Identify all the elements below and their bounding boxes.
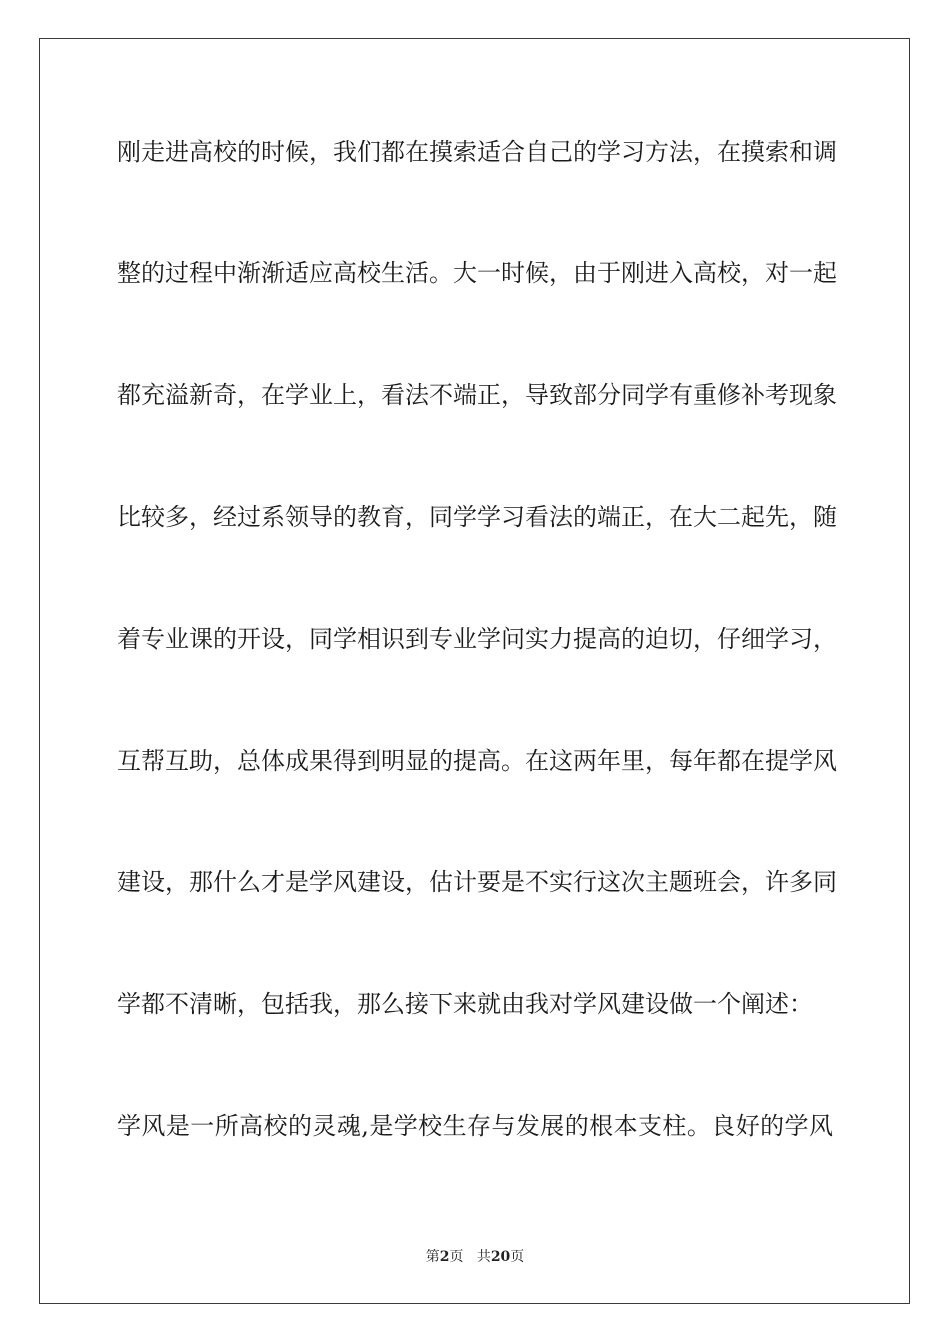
page-suffix: 页 [449, 1249, 464, 1265]
text-line: 比较多，经过系领导的教育，同学学习看法的端正，在大二起先，随 [117, 503, 837, 531]
page-footer [0, 1246, 950, 1266]
total-pages: 20 [490, 1249, 511, 1265]
page-prefix: 第 [425, 1249, 440, 1265]
page-number: 2 [439, 1249, 450, 1265]
text-line: 建设，那什么才是学风建设，估计要是不实行这次主题班会，许多同 [117, 868, 837, 896]
text-line: 着专业课的开设，同学相识到专业学问实力提高的迫切，仔细学习， [117, 625, 837, 653]
total-suffix: 页 [510, 1249, 525, 1265]
text-line: 学都不清晰，包括我，那么接下来就由我对学风建设做一个阐述： [117, 990, 813, 1018]
text-line: 互帮互助，总体成果得到明显的提高。在这两年里，每年都在提学风 [117, 747, 837, 775]
total-prefix: 共 [476, 1249, 491, 1265]
text-line: 刚走进高校的时候，我们都在摸索适合自己的学习方法，在摸索和调 [117, 138, 837, 166]
text-line: 学风是一所高校的灵魂,是学校生存与发展的根本支柱。良好的学风 [117, 1112, 833, 1140]
text-line: 都充溢新奇，在学业上，看法不端正，导致部分同学有重修补考现象 [117, 381, 837, 409]
text-line: 整的过程中渐渐适应高校生活。大一时候，由于刚进入高校，对一起 [117, 259, 837, 287]
